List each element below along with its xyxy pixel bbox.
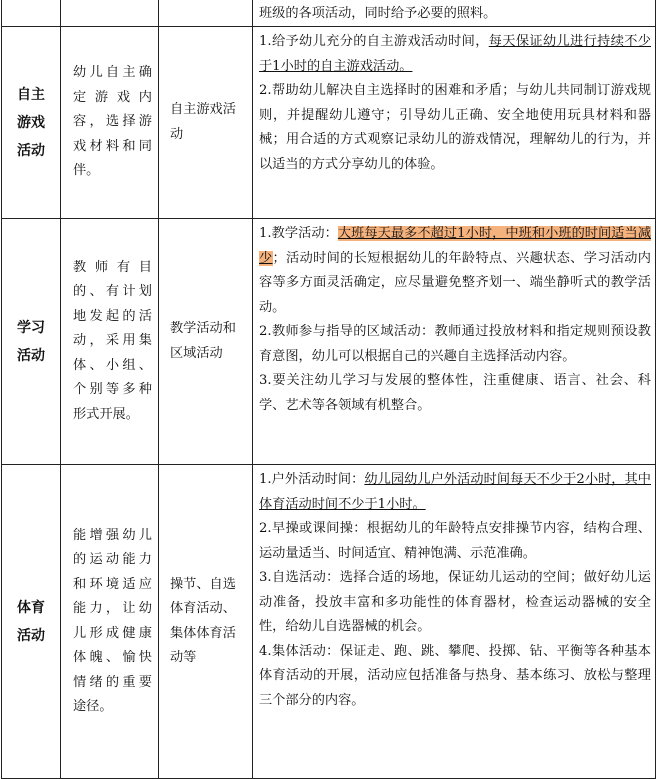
- detail-item: 2.帮助幼儿解决自主选择时的困难和矛盾；与幼儿共同制订游戏规则，并提醒幼儿遵守；引导幼儿正确、安全地使用玩具材料和器械；用合适的方式观察记录幼儿的游戏情况，理解幼儿的行为，并以适当的方式分享幼儿的体验。: [259, 83, 651, 172]
- continued-text: 班级的各项活动，同时给予必要的照料。: [259, 5, 497, 21]
- detail-cell: [253, 465, 656, 779]
- forms-cell: 教学活动和区域活动: [159, 219, 253, 465]
- category-cell: 自主游戏活动: [2, 27, 61, 219]
- detail-cell: [253, 27, 656, 219]
- detail-item: 3.自选活动：选择合适的场地，保证幼儿运动的空间；做好幼儿运动准备，投放丰富和多功能性的体育器材，检查运动器械的安全性，给幼儿自选器械的机会。: [259, 570, 651, 634]
- detail-item: 1.教学活动：大班每天最多不超过1小时，中班和小班的时间适当减少；活动时间的长短根据幼儿的年龄特点、兴趣状态、学习活动内容等多方面灵活确定，应尽量避免整齐划一、端坐静听式的教学活动。: [259, 226, 651, 315]
- detail-item: 1.户外活动时间：幼儿园幼儿户外活动时间每天不少于2小时，其中体育活动时间不少于1小时。: [259, 472, 651, 512]
- category-cell: 学习活动: [2, 219, 61, 465]
- table-row: [2, 219, 656, 465]
- detail-item: 2.早操或课间操：根据幼儿的年龄特点安排操节内容，结构合理、运动量适当、时间适宜、精神饱满、示范准确。: [259, 521, 651, 561]
- detail-item: 3.要关注幼儿学习与发展的整体性，注重健康、语言、社会、科学、艺术等各领域有机整合。: [259, 373, 651, 413]
- description-cell: 教师有目的、有计划地发起的活动，采用集体、小组、个别等多种形式开展。: [61, 219, 159, 465]
- category-cell: 体育活动: [2, 465, 61, 779]
- detail-item: 2.教师参与指导的区域活动：教师通过投放材料和指定规则预设教育意图，幼儿可以根据自己的兴趣自主选择活动内容。: [259, 324, 651, 364]
- detail-item: 1.给予幼儿充分的自主游戏活动时间，每天保证幼儿进行持续不少于1小时的自主游戏活动。: [259, 34, 651, 74]
- forms-cell: 操节、自选体育活动、集体体育活动等: [159, 465, 253, 779]
- detail-item: 4.集体活动：保证走、跑、跳、攀爬、投掷、钻、平衡等各种基本体育活动的开展，活动应包括准备与热身、基本练习、放松与整理三个部分的内容。: [259, 643, 651, 708]
- activity-table: [1, 0, 656, 779]
- table-row-continued: [2, 0, 656, 27]
- description-cell: 幼儿自主确定游戏内容，选择游戏材料和同伴。: [61, 27, 159, 219]
- table-row: [2, 27, 656, 219]
- continued-detail-cell: [253, 0, 656, 27]
- table-row: [2, 465, 656, 779]
- forms-cell: 自主游戏活动: [159, 27, 253, 219]
- highlighted-text: 大班每天最多不超过1小时，中班和小班的时间适当减少: [259, 226, 651, 266]
- description-cell: 能增强幼儿的运动能力和环境适应能力，让幼儿形成健康体魄、愉快情绪的重要途径。: [61, 465, 159, 779]
- detail-cell: [253, 219, 656, 465]
